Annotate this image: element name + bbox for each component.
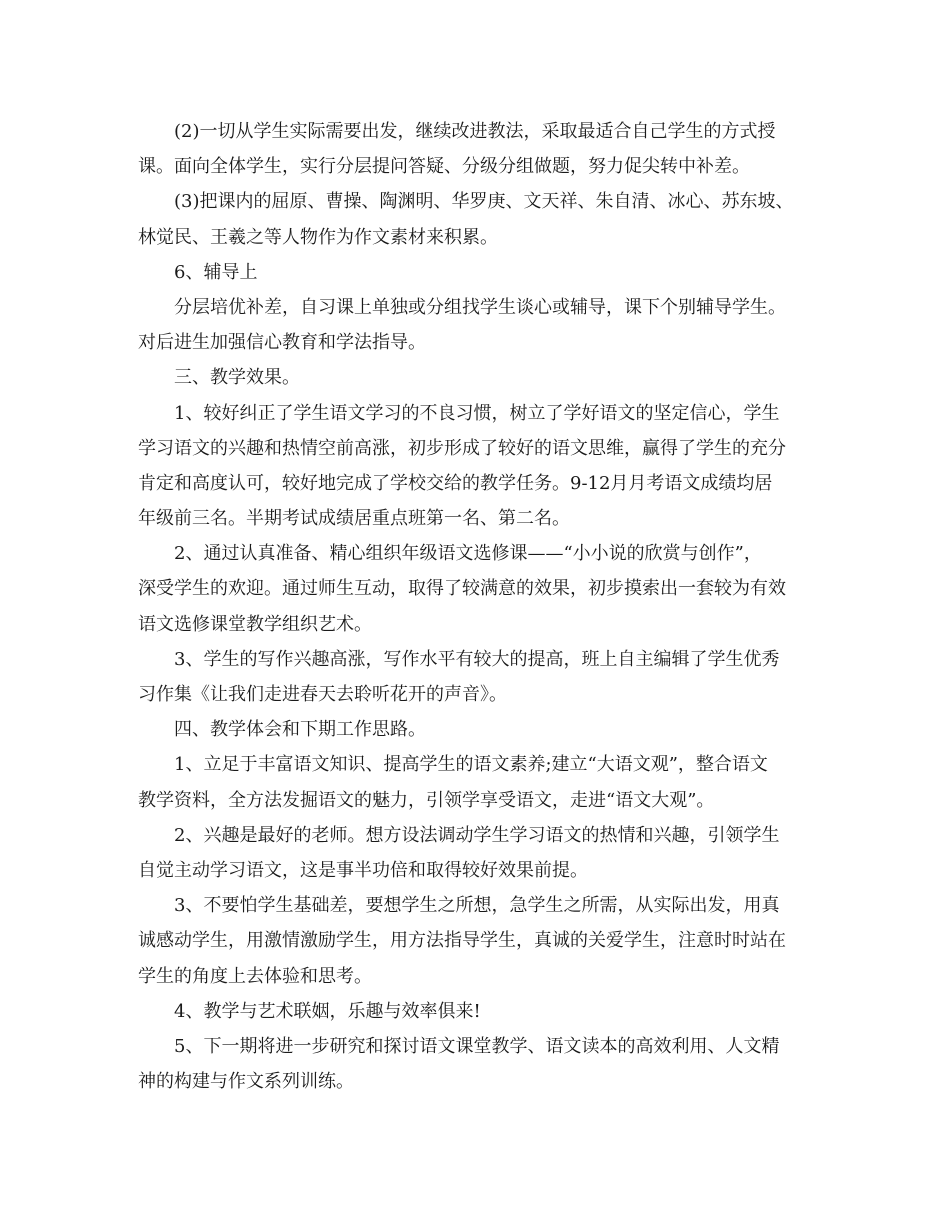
text-line: 3、学生的写作兴趣高涨，写作水平有较大的提高，班上自主编辑了学生优秀 (174, 648, 780, 670)
text-line: 6、辅导上 (174, 261, 258, 283)
text-line: (2)一切从学生实际需要出发，继续改进教法，采取最适合自己学生的方式授 (174, 121, 776, 142)
text-line: 诚感动学生，用激情激励学生，用方法指导学生，真诚的关爱学生，注意时时站在 (138, 930, 786, 952)
text-line: 深受学生的欢迎。通过师生互动，取得了较满意的效果，初步摸索出一套较为有效 (138, 578, 786, 600)
text-line: 神的构建与作文系列训练。 (138, 1071, 354, 1093)
text-line: 3、不要怕学生基础差，要想学生之所想，急学生之所需，从实际出发，用真 (174, 895, 780, 917)
text-line: 林觉民、王羲之等人物作为作文素材来积累。 (138, 226, 498, 248)
text-line: 分层培优补差，自习课上单独或分组找学生谈心或辅导，课下个别辅导学生。 (174, 296, 786, 318)
text-line: 5、下一期将进一步研究和探讨语文课堂教学、语文读本的高效利用、人文精 (174, 1035, 780, 1057)
text-line: 三、教学效果。 (174, 367, 300, 389)
text-line: 自觉主动学习语文，这是事半功倍和取得较好效果前提。 (138, 859, 588, 881)
text-line: 1、较好纠正了学生语文学习的不良习惯，树立了学好语文的坚定信心，学生 (174, 402, 780, 424)
document-body (138, 114, 818, 1099)
text-line: 教学资料，全方法发掘语文的魅力，引领学享受语文，走进“语文大观”。 (138, 789, 715, 811)
text-line: (3)把课内的屈原、曹操、陶渊明、华罗庚、文天祥、朱自清、冰心、苏东坡、 (174, 191, 794, 213)
text-line: 4、教学与艺术联姻，乐趣与效率俱来! (174, 1000, 481, 1022)
text-line: 课。面向全体学生，实行分层提问答疑、分级分组做题，努力促尖转中补差。 (138, 156, 750, 178)
text-line: 四、教学体会和下期工作思路。 (174, 719, 426, 741)
text-line: 年级前三名。半期考试成绩居重点班第一名、第二名。 (138, 508, 570, 530)
text-line: 1、立足于丰富语文知识、提高学生的语文素养;建立“大语文观”，整合语文 (174, 754, 768, 776)
text-line: 肯定和高度认可，较好地完成了学校交给的教学任务。9-12月月考语文成绩均居 (138, 472, 773, 494)
text-line: 2、兴趣是最好的老师。想方设法调动学生学习语文的热情和兴趣，引领学生 (174, 824, 780, 846)
text-line: 学生的角度上去体验和思考。 (138, 965, 372, 987)
text-line: 习作集《让我们走进春天去聆听花开的声音》。 (138, 684, 507, 705)
text-line: 2、通过认真准备、精心组织年级语文选修课——“小小说的欣赏与创作”， (174, 543, 762, 565)
text-line: 对后进生加强信心教育和学法指导。 (138, 332, 426, 354)
text-line: 学习语文的兴趣和热情空前高涨，初步形成了较好的语文思维，赢得了学生的充分 (138, 437, 786, 459)
text-line: 语文选修课堂教学组织艺术。 (138, 613, 372, 635)
